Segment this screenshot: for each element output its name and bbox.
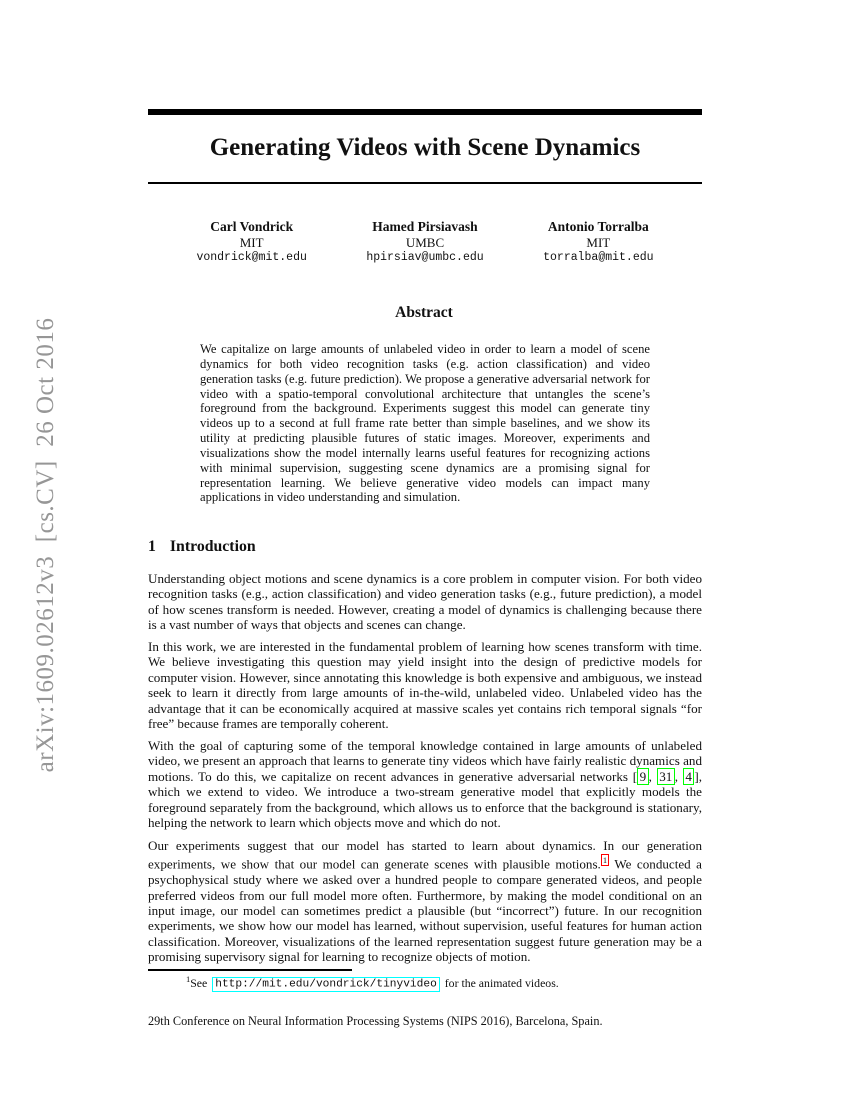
footnote-number: 1 <box>186 974 191 984</box>
intro-paragraph-1: Understanding object motions and scene dynamics is a core problem in computer vision. For both video recognition tasks (e.g., action classification) and video generation tasks (e.g., future prediction), a model of how scenes transform is needed. However, creating a model of dynamics is challenging because there is a vast number of ways that objects and scenes can change. <box>148 571 702 633</box>
author-affiliation: MIT <box>239 234 264 250</box>
conference-footer: 29th Conference on Neural Information Processing Systems (NIPS 2016), Barcelona, Spain. <box>148 1014 603 1028</box>
paragraph-text: Our experiments suggest that our model has started to learn about dynamics. In our generation experiments, we show that our model can generate scenes with plausible motions. <box>148 838 702 872</box>
footnote-rule <box>148 969 352 971</box>
intro-paragraph-2: In this work, we are interested in the fundamental problem of learning how scenes transform with time. We believe investigating this question may yield insight into the design of predictive models for computer vision. However, since annotating this knowledge is both expensive and ambiguous, we instead seek to learn it directly from large amounts of in-the-wild, unlabeled video. Unlabeled video has the advantage that it can be economically acquired at massive scales yet contains rich temporal signals “for free” because frames are temporally coherent. <box>148 639 702 732</box>
paragraph-text: , <box>648 768 657 784</box>
paragraph-text: With the goal of capturing some of the temporal knowledge contained in large amounts of unlabeled video, we present an approach that learns to generate tiny videos which have fairly realistic dynamics and motions. To do this, we capitalize on recent advances in generative adversarial networks [ <box>148 738 702 784</box>
section-title: Introduction <box>169 538 256 555</box>
citation-link-31[interactable]: 31 <box>657 768 675 785</box>
author-affiliation: UMBC <box>405 234 445 250</box>
author-carl-vondrick <box>165 219 338 266</box>
section-heading-introduction <box>148 538 256 556</box>
footnote-text: See <box>190 975 211 990</box>
author-name: Hamed Pirsiavash <box>372 219 478 234</box>
intro-paragraph-4 <box>148 838 702 965</box>
author-hamed-pirsiavash <box>338 219 511 266</box>
tinyvideo-url-link[interactable]: http://mit.edu/vondrick/tinyvideo <box>212 977 440 992</box>
paragraph-text: ], which we extend to video. We introduce a two-stream generative model that explicitly models the foreground separately from the background, which allows us to enforce that the background is stationary, helping the network to learn which objects move and which do not. <box>148 768 703 831</box>
footnote-text: for the animated videos. <box>441 975 559 990</box>
paragraph-text: We conducted a psychophysical study where we asked over a hundred people to compare generated videos, and people preferred videos from our full model more often. Furthermore, by making the model conditional on an input image, our model can sometimes predict a plausible (but “incorrect”) future. In our recognition experiments, we show how our model has learned, without supervision, useful features for human action classification. Moreover, visualizations of the learned representation suggest future generation may be a promising supervisory signal for learning to recognize objects of motion. <box>148 856 702 965</box>
footnote-marker-link[interactable]: 1 <box>602 855 608 866</box>
author-antonio-torralba <box>512 219 685 266</box>
abstract-text: We capitalize on large amounts of unlabeled video in order to learn a model of scene dynamics for both video recognition tasks (e.g. action classification) and video generation tasks (e.g. future prediction). We propose a generative adversarial network for video with a spatio-temporal convolutional architecture that untangles the scene’s foreground from the background. Experiments suggest this model can generate tiny videos up to a second at full frame rate better than simple baselines, and we show its utility at predicting plausible futures of static images. Moreover, experiments and visualizations show the model internally learns useful features for recognizing actions with minimal supervision, suggesting scene dynamics are a promising signal for representation learning. We believe generative video models can impact many applications in video understanding and simulation. <box>200 342 650 505</box>
citation-link-9[interactable]: 9 <box>637 768 649 785</box>
author-name: Carl Vondrick <box>210 219 294 234</box>
footnote <box>148 974 702 991</box>
paper-title: Generating Videos with Scene Dynamics <box>209 134 641 161</box>
arxiv-watermark: arXiv:1609.02612v3 [cs.CV] 26 Oct 2016 <box>32 317 59 773</box>
intro-paragraph-3 <box>148 738 702 830</box>
abstract-heading: Abstract <box>395 304 453 321</box>
author-email: torralba@mit.edu <box>543 251 654 264</box>
section-number: 1 <box>148 538 156 555</box>
title-rule-top <box>148 109 702 115</box>
author-affiliation: MIT <box>586 234 611 250</box>
author-email: vondrick@mit.edu <box>196 251 307 264</box>
author-block <box>165 219 685 266</box>
citation-link-4[interactable]: 4 <box>683 768 695 785</box>
author-email: hpirsiav@umbc.edu <box>366 251 484 264</box>
paragraph-text: , <box>674 768 683 784</box>
author-name: Antonio Torralba <box>547 219 649 234</box>
title-rule-bottom <box>148 182 702 184</box>
